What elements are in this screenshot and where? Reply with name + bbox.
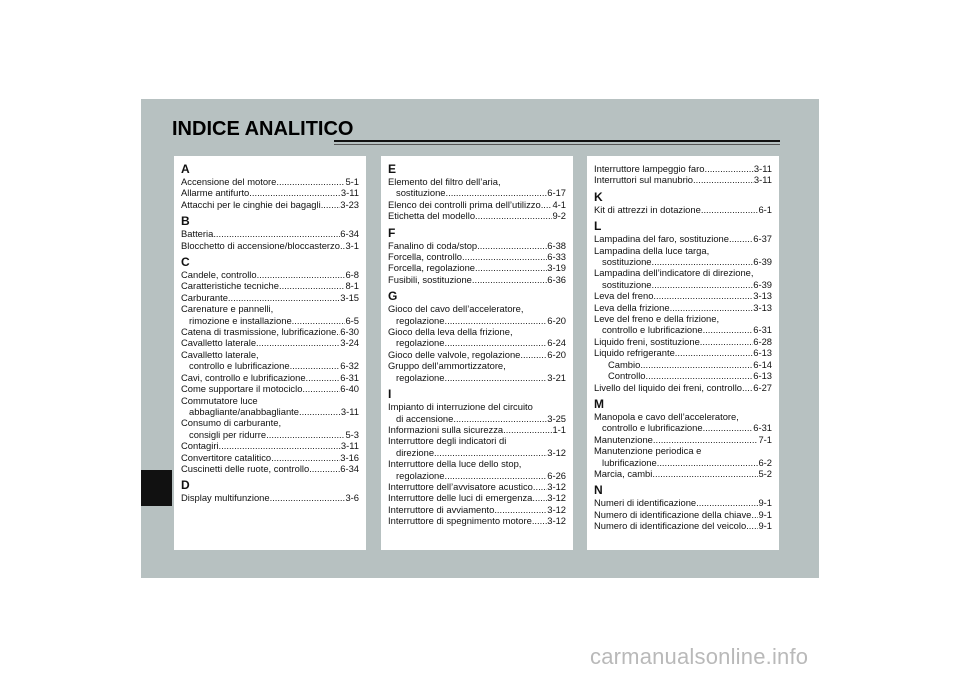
index-entry — [388, 447, 566, 458]
index-column-3 — [587, 156, 779, 550]
dot-leader — [693, 174, 754, 185]
index-entry-page[interactable]: 3-11 — [753, 174, 772, 186]
index-entry — [388, 424, 566, 435]
index-entry-text: Elemento del filtro dell’aria, — [388, 176, 501, 187]
index-entry — [181, 176, 359, 187]
index-entry-text: sostituzione — [602, 256, 652, 268]
index-entry — [181, 349, 359, 360]
index-entry-text: lubrificazione — [602, 456, 657, 468]
dot-leader — [646, 370, 754, 381]
index-entry — [594, 324, 772, 335]
index-entry — [181, 240, 359, 251]
dot-leader — [541, 199, 553, 210]
index-entry — [181, 463, 359, 474]
index-entry-text: Carburante — [181, 291, 228, 303]
index-entry-text: Etichetta del modello — [388, 210, 476, 222]
dot-leader — [290, 360, 341, 371]
index-entry — [388, 187, 566, 198]
dot-leader — [299, 406, 341, 417]
index-entry-page[interactable]: 6-34 — [340, 228, 359, 240]
index-entry — [594, 256, 772, 267]
index-entry-page[interactable]: 6-26 — [547, 469, 566, 481]
index-entry-page[interactable]: 3-13 — [753, 290, 772, 302]
index-entry-text: Numeri di identificazione — [594, 497, 697, 509]
index-entry-text: Informazioni sulla sicurezza — [388, 423, 504, 435]
index-letter-heading: I — [388, 387, 392, 402]
index-entry — [181, 199, 359, 210]
index-entry-page[interactable]: 3-12 — [547, 446, 566, 458]
index-entry-text: consigli per ridurre — [189, 428, 267, 440]
title-rule-thin — [334, 144, 780, 145]
dot-leader — [652, 468, 758, 479]
dot-leader — [703, 324, 754, 335]
dot-leader — [309, 463, 340, 474]
index-entry-page[interactable]: 6-37 — [753, 233, 772, 245]
dot-leader — [257, 269, 346, 280]
index-entry — [388, 435, 566, 446]
index-entry-page[interactable]: 3-11 — [340, 187, 359, 199]
dot-leader — [256, 337, 340, 348]
index-entry — [388, 470, 566, 481]
index-entry — [181, 303, 359, 314]
dot-leader — [532, 492, 547, 503]
index-entry-text: Candele, controllo — [181, 269, 257, 281]
watermark-text: carmanualsonline.info — [590, 644, 809, 669]
index-entry-page[interactable]: 6-28 — [753, 335, 772, 347]
index-entry — [594, 174, 772, 185]
index-entry — [594, 245, 772, 256]
index-entry — [594, 457, 772, 468]
dot-leader — [446, 187, 548, 198]
dot-leader — [520, 349, 547, 360]
index-letter-heading: K — [594, 189, 603, 204]
dot-leader — [219, 440, 341, 451]
index-entry — [388, 492, 566, 503]
index-entry-page[interactable]: 6-14 — [753, 358, 772, 370]
dot-leader — [444, 470, 547, 481]
index-entry-page[interactable]: 6-32 — [340, 360, 359, 372]
index-entry — [594, 279, 772, 290]
index-entry-text: Carenature e pannelli, — [181, 303, 274, 315]
index-entry — [181, 269, 359, 280]
index-entry-text: Liquido refrigerante — [594, 347, 675, 359]
chapter-tab-marker — [141, 470, 172, 506]
index-letter-heading: M — [594, 396, 604, 411]
dot-leader — [472, 274, 547, 285]
index-entry-page[interactable]: 6-20 — [547, 314, 566, 326]
index-entry — [388, 251, 566, 262]
index-entry-text: Marcia, cambi — [594, 467, 653, 479]
dot-leader — [228, 292, 340, 303]
index-entry-page[interactable]: 3-21 — [547, 371, 566, 383]
index-entry — [181, 292, 359, 303]
index-entry-text: Fanalino di coda/stop — [388, 239, 478, 251]
index-letter-heading: N — [594, 483, 603, 498]
index-entry-page[interactable]: 3-16 — [340, 451, 359, 463]
dot-leader — [503, 424, 552, 435]
index-entry — [594, 370, 772, 381]
index-entry-page[interactable]: 6-5 — [345, 314, 359, 326]
dot-leader — [742, 382, 753, 393]
dot-leader — [746, 520, 758, 531]
index-entry-text: Lampadina dell’indicatore di direzione, — [594, 267, 754, 279]
index-entry-text: controllo e lubrificazione — [602, 324, 703, 336]
index-entry-text: Leve del freno e della frizione, — [594, 313, 720, 325]
dot-leader — [675, 347, 753, 358]
index-entry — [388, 401, 566, 412]
dot-leader — [475, 262, 547, 273]
dot-leader — [279, 280, 345, 291]
dot-leader — [266, 429, 345, 440]
index-entry — [594, 382, 772, 393]
index-entry-text: Accensione del motore — [181, 176, 277, 187]
index-entry-page[interactable]: 9-1 — [758, 508, 772, 520]
dot-leader — [533, 481, 547, 492]
index-entry-text: regolazione — [396, 337, 445, 349]
index-entry-text: Numero di identificazione della chiave — [594, 508, 752, 520]
index-entry-text: Interruttore degli indicatori di — [388, 435, 507, 447]
title-rule — [334, 140, 780, 142]
index-entry-page[interactable]: 1-1 — [552, 423, 566, 435]
index-entry-page[interactable]: 9-1 — [758, 520, 772, 532]
index-entry-page[interactable]: 3-25 — [547, 412, 566, 424]
index-entry-page[interactable]: 9-1 — [758, 497, 772, 509]
index-entry-text: direzione — [396, 446, 435, 458]
dot-leader — [444, 337, 547, 348]
index-entry-text: Manutenzione — [594, 433, 653, 445]
index-entry-text: Caratteristiche tecniche — [181, 280, 279, 292]
index-letter-heading: A — [181, 162, 190, 176]
index-entry-text: Interruttore delle luci di emergenza — [388, 492, 533, 504]
index-entry-text: Cuscinetti delle ruote, controllo — [181, 462, 310, 474]
dot-leader — [494, 504, 547, 515]
index-letter-heading: D — [181, 478, 190, 493]
dot-leader — [306, 372, 341, 383]
index-entry-page[interactable]: 6-39 — [753, 256, 772, 268]
index-entry-page[interactable]: 6-13 — [753, 347, 772, 359]
index-entry-text: controllo e lubrificazione — [602, 422, 703, 434]
index-entry-page[interactable]: 3-15 — [340, 291, 359, 303]
dot-leader — [701, 204, 759, 215]
dot-leader — [453, 413, 547, 424]
index-entry-text: Impianto di interruzione del circuito — [388, 401, 533, 413]
index-entry-page[interactable]: 6-31 — [340, 371, 359, 383]
index-entry — [594, 233, 772, 244]
index-entry — [388, 240, 566, 251]
dot-leader — [249, 187, 341, 198]
index-entry-text: Interruttori sul manubrio — [594, 174, 694, 186]
dot-leader — [477, 240, 547, 251]
index-entry — [181, 228, 359, 239]
index-entry-page[interactable]: 6-24 — [547, 337, 566, 349]
index-entry — [388, 337, 566, 348]
index-entry-page[interactable]: 6-40 — [340, 383, 359, 395]
dot-leader — [444, 372, 547, 383]
index-entry — [181, 372, 359, 383]
index-entry-page[interactable]: 3-19 — [547, 262, 566, 274]
index-entry-text: Manopola e cavo dell’acceleratore, — [594, 410, 739, 422]
index-entry-text: Lampadina della luce targa, — [594, 244, 710, 256]
index-entry-page[interactable]: 5-3 — [345, 428, 359, 440]
index-entry — [388, 481, 566, 492]
index-entry — [594, 411, 772, 422]
index-entry-text: Interruttore di spegnimento motore — [388, 515, 532, 527]
index-letter-heading: L — [594, 219, 602, 234]
index-entry — [594, 434, 772, 445]
dot-leader — [704, 163, 753, 174]
index-entry — [388, 349, 566, 360]
index-entry — [594, 497, 772, 508]
index-entry-text: Forcella, controllo — [388, 251, 462, 263]
index-entry-text: Convertitore catalitico — [181, 451, 272, 463]
index-entry — [388, 262, 566, 273]
index-entry-page[interactable]: 3-12 — [547, 492, 566, 504]
index-entry — [388, 515, 566, 526]
index-entry — [388, 315, 566, 326]
index-letter-heading: E — [388, 162, 397, 176]
dot-leader — [670, 302, 754, 313]
index-entry — [594, 163, 772, 174]
dot-leader — [532, 515, 547, 526]
index-entry-page[interactable]: 3-23 — [340, 198, 359, 210]
index-entry-text: Consumo di carburante, — [181, 417, 282, 429]
index-entry-page[interactable]: 6-17 — [547, 187, 566, 199]
index-entry-text: Attacchi per le cinghie dei bagagli — [181, 198, 321, 210]
index-entry-text: Gioco della leva della frizione, — [388, 326, 513, 338]
index-entry-text: Interruttore di avviamento — [388, 503, 495, 515]
dot-leader — [213, 228, 340, 239]
index-entry — [181, 326, 359, 337]
index-entry — [388, 199, 566, 210]
index-entry-text: Allarme antifurto — [181, 187, 250, 199]
index-entry — [594, 204, 772, 215]
index-entry-text: Leva della frizione — [594, 301, 670, 313]
index-entry-text: Forcella, regolazione — [388, 262, 476, 274]
index-entry-text: Gioco del cavo dell’acceleratore, — [388, 303, 524, 315]
dot-leader — [270, 492, 346, 503]
index-entry-page[interactable]: 5-2 — [758, 467, 772, 479]
index-entry-page[interactable]: 3-12 — [547, 515, 566, 527]
index-column-1 — [174, 156, 366, 550]
index-entry-page[interactable]: 3-11 — [753, 163, 772, 174]
index-entry-text: regolazione — [396, 469, 445, 481]
index-entry — [181, 280, 359, 291]
index-entry — [388, 210, 566, 221]
index-entry-text: Display multifunzione — [181, 492, 270, 504]
index-entry — [594, 302, 772, 313]
index-letter-heading: F — [388, 225, 396, 240]
index-entry-page[interactable]: 6-33 — [547, 251, 566, 263]
dot-leader — [652, 256, 754, 267]
index-entry-page[interactable]: 6-1 — [758, 203, 772, 215]
index-entry-page[interactable]: 6-8 — [345, 269, 359, 281]
index-entry — [388, 274, 566, 285]
index-entry — [181, 452, 359, 463]
index-entry — [181, 187, 359, 198]
index-entry — [594, 290, 772, 301]
index-entry — [594, 267, 772, 278]
index-entry — [388, 413, 566, 424]
index-entry-text: di accensione — [396, 412, 454, 424]
index-entry-page[interactable]: 3-13 — [753, 301, 772, 313]
index-entry-text: Elenco dei controlli prima dell’utilizzo — [388, 198, 541, 210]
dot-leader — [653, 434, 759, 445]
index-entry-text: Cambio — [608, 358, 641, 370]
index-entry-text: Liquido freni, sostituzione — [594, 335, 700, 347]
dot-leader — [751, 509, 758, 520]
index-entry — [594, 422, 772, 433]
index-entry-page[interactable]: 3-6 — [345, 492, 359, 504]
dot-leader — [653, 290, 753, 301]
dot-leader — [640, 359, 753, 370]
index-entry — [594, 445, 772, 456]
index-entry — [594, 359, 772, 370]
index-entry-text: Batteria — [181, 228, 214, 240]
index-letter-heading: G — [388, 289, 398, 304]
index-entry-text: Cavalletto laterale, — [181, 348, 259, 360]
index-entry-page[interactable]: 6-38 — [547, 239, 566, 251]
index-entry-text: abbagliante/anabbagliante — [189, 405, 299, 417]
index-entry-page[interactable]: 6-13 — [753, 370, 772, 382]
index-entry-page[interactable]: 6-30 — [340, 326, 359, 338]
dot-leader — [700, 336, 753, 347]
dot-leader — [703, 422, 754, 433]
index-entry-page[interactable]: 6-31 — [753, 422, 772, 434]
index-entry — [181, 440, 359, 451]
index-entry — [181, 417, 359, 428]
index-entry-text: regolazione — [396, 371, 445, 383]
index-entry — [181, 406, 359, 417]
page-title: INDICE ANALITICO — [172, 118, 354, 140]
index-entry-text: Blocchetto di accensione/bloccasterzo — [181, 239, 340, 251]
index-entry-text: Cavi, controllo e lubrificazione — [181, 371, 306, 383]
index-entry — [181, 383, 359, 394]
index-entry-text: regolazione — [396, 314, 445, 326]
dot-leader — [444, 315, 547, 326]
dot-leader — [462, 251, 547, 262]
index-entry-text: Come supportare il motociclo — [181, 383, 303, 395]
index-entry-page[interactable]: 8-1 — [345, 280, 359, 292]
dot-leader — [652, 279, 754, 290]
index-entry-page[interactable]: 6-31 — [753, 324, 772, 336]
index-entry — [181, 492, 359, 503]
index-entry-page[interactable]: 3-1 — [345, 239, 359, 251]
index-entry — [181, 337, 359, 348]
index-entry-text: Gruppo dell’ammortizzatore, — [388, 360, 506, 372]
index-entry-page[interactable]: 6-34 — [340, 462, 359, 474]
dot-leader — [302, 383, 340, 394]
index-entry-text: Catena di trasmissione, lubrificazione — [181, 326, 337, 338]
index-entry — [181, 429, 359, 440]
index-entry — [388, 326, 566, 337]
dot-leader — [729, 233, 753, 244]
index-entry-page[interactable]: 6-39 — [753, 278, 772, 290]
index-entry — [388, 176, 566, 187]
dot-leader — [292, 315, 346, 326]
index-entry-page[interactable]: 3-12 — [547, 503, 566, 515]
index-entry-text: Gioco delle valvole, regolazione — [388, 348, 521, 360]
index-entry-text: Lampadina del faro, sostituzione — [594, 233, 729, 245]
index-entry — [388, 360, 566, 371]
index-entry — [594, 313, 772, 324]
index-letter-heading: C — [181, 255, 190, 270]
index-entry-page[interactable]: 3-11 — [340, 405, 359, 417]
index-entry-text: Cavalletto laterale — [181, 337, 257, 349]
index-entry-text: Leva del freno — [594, 290, 654, 302]
index-entry — [594, 520, 772, 531]
index-entry-page[interactable]: 3-12 — [547, 480, 566, 492]
dot-leader — [276, 176, 345, 187]
index-entry — [181, 315, 359, 326]
index-entry-text: controllo e lubrificazione — [189, 360, 290, 372]
index-entry-page[interactable]: 9-2 — [552, 210, 566, 222]
index-entry-page[interactable]: 6-20 — [547, 348, 566, 360]
index-entry-text: Numero di identificazione del veicolo — [594, 520, 747, 532]
index-entry-text: Commutatore luce — [181, 394, 258, 406]
index-entry-text: Interruttore lampeggio faro — [594, 163, 705, 174]
index-entry-text: Fusibili, sostituzione — [388, 273, 472, 285]
index-entry — [388, 303, 566, 314]
index-entry-page[interactable]: 6-2 — [758, 456, 772, 468]
index-entry-page[interactable]: 6-36 — [547, 273, 566, 285]
index-entry — [388, 458, 566, 469]
index-letter-heading: B — [181, 214, 190, 229]
index-entry-page[interactable]: 5-1 — [345, 176, 359, 187]
index-entry — [181, 395, 359, 406]
index-entry-text: sostituzione — [396, 187, 446, 199]
index-entry-text: Contagiri — [181, 440, 219, 452]
index-entry-page[interactable]: 4-1 — [552, 198, 566, 210]
index-entry-text: sostituzione — [602, 278, 652, 290]
index-entry-text: Controllo — [608, 370, 646, 382]
index-entry — [594, 336, 772, 347]
index-entry-text: Interruttore della luce dello stop, — [388, 458, 522, 470]
index-entry — [181, 360, 359, 371]
index-entry — [388, 372, 566, 383]
index-entry-text: rimozione e installazione — [189, 314, 292, 326]
index-entry-text: Manutenzione periodica e — [594, 445, 702, 457]
index-entry — [594, 509, 772, 520]
dot-leader — [321, 199, 341, 210]
dot-leader — [271, 452, 340, 463]
index-entry — [388, 504, 566, 515]
index-entry — [594, 468, 772, 479]
index-entry-page[interactable]: 7-1 — [758, 433, 772, 445]
index-entry-text: Kit di attrezzi in dotazione — [594, 203, 701, 215]
dot-leader — [434, 447, 547, 458]
index-entry-text: Livello del liquido dei freni, controllo — [594, 381, 743, 393]
index-column-2 — [381, 156, 573, 550]
index-entry-text: Interruttore dell’avvisatore acustico — [388, 480, 533, 492]
dot-leader — [696, 497, 758, 508]
dot-leader — [657, 457, 759, 468]
index-entry-page[interactable]: 3-11 — [340, 440, 359, 452]
dot-leader — [475, 210, 552, 221]
index-entry-page[interactable]: 6-27 — [753, 381, 772, 393]
index-entry-page[interactable]: 3-24 — [340, 337, 359, 349]
index-entry — [594, 347, 772, 358]
